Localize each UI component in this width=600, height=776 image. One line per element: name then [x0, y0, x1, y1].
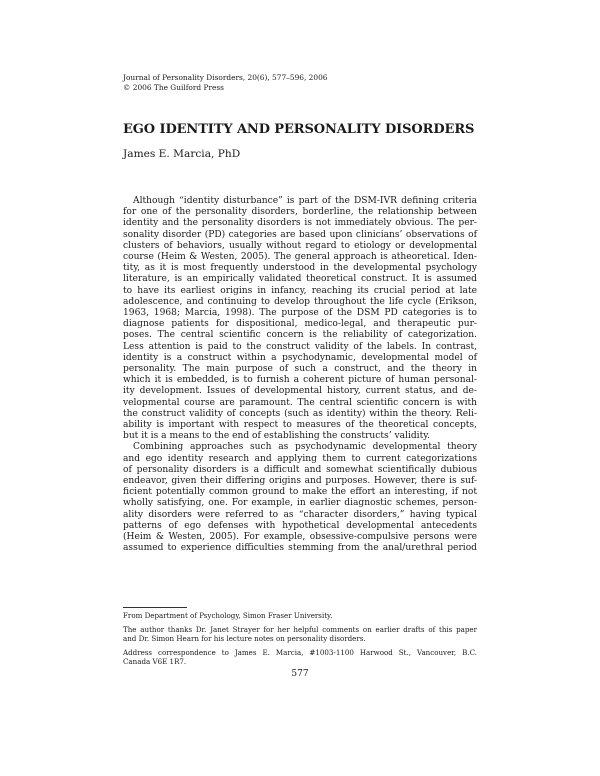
body-line: Less attention is paid to the construct validity of the labels. In contrast, — [123, 341, 477, 352]
body-line: ability is important with respect to measures of the theoretical concepts, — [123, 420, 477, 431]
body-line: assumed to experience difficulties stemming from the anal/urethral period — [123, 543, 477, 554]
body-line: which it is embedded, is to furnish a coherent picture of human personal- — [123, 375, 477, 386]
body-line: identity is a construct within a psychodynamic, developmental model of — [123, 352, 477, 363]
body-line: Although “identity disturbance” is part of the DSM-IVR defining criteria — [133, 196, 477, 206]
copyright-notice: © 2006 The Guilford Press — [123, 83, 224, 92]
body-line: literature, is an empirically validated theoretical construct. It is assumed — [123, 274, 477, 285]
author-name: James E. Marcia, PhD — [123, 148, 241, 160]
body-line: adolescence, and continuing to develop throughout the life cycle (Erikson, — [123, 296, 477, 307]
body-line: to have its earliest origins in infancy, reaching its crucial period at late — [123, 285, 477, 296]
body-line: of personality disorders is a difficult and somewhat scientifically dubious — [123, 464, 477, 475]
journal-citation: Journal of Personality Disorders, 20(6), 577–596, 2006 — [123, 73, 328, 82]
body-line: course (Heim & Westen, 2005). The general approach is atheoretical. Iden- — [123, 252, 477, 263]
footnote-thanks — [123, 625, 477, 643]
footnote-rule — [123, 607, 187, 608]
footnote-affiliation — [123, 611, 477, 620]
body-line: and ego identity research and applying them to current categorizations — [123, 453, 477, 464]
body-line: clusters of behaviors, usually without regard to etiology or developmental — [123, 240, 477, 251]
journal-header — [123, 73, 327, 93]
footnote-line: and Dr. Simon Hearn for his lecture notes on personality disorders. — [123, 634, 366, 643]
footnote-line: The author thanks Dr. Janet Strayer for her helpful comments on earlier drafts of this paper — [123, 625, 477, 634]
body-line: ficient potentially common ground to make the effort an interesting, if not — [123, 487, 477, 498]
body-line: sonality disorder (PD) categories are based upon clinicians’ observations of — [123, 229, 477, 240]
footnote-line: From Department of Psychology, Simon Fraser University. — [123, 611, 333, 620]
body-line: identity and the personality disorders is not immediately obvious. The per- — [123, 218, 477, 229]
footnote-line: Canada V6E 1R7. — [123, 657, 187, 666]
body-line: (Heim & Westen, 2005). For example, obsessive-compulsive persons were — [123, 532, 477, 543]
footnote-line: Address correspondence to James E. Marcia, #1003-1100 Harwood St., Vancouver, B.C. — [123, 648, 477, 657]
body-line: ality disorders were referred to as “character disorders,” having typical — [123, 509, 477, 520]
article-title: EGO IDENTITY AND PERSONALITY DISORDERS — [123, 122, 475, 137]
body-line: diagnose patients for dispositional, medico-legal, and therapeutic pur- — [123, 319, 477, 330]
body-line: personality. The main purpose of such a construct, and the theory in — [123, 364, 477, 375]
body-line: poses. The central scientific concern is the reliability of categorization. — [123, 330, 477, 341]
article-body — [123, 196, 477, 555]
body-line: for one of the personality disorders, borderline, the relationship between — [123, 207, 477, 218]
body-line: Combining approaches such as psychodynamic developmental theory — [133, 442, 477, 453]
body-line: wholly satisfying, one. For example, in earlier diagnostic schemes, person- — [123, 498, 477, 509]
body-line: the construct validity of concepts (such as identity) within the theory. Reli- — [123, 408, 477, 419]
body-line: 1963, 1968; Marcia, 1998). The purpose of the DSM PD categories is to — [123, 308, 477, 319]
body-line: but it is a means to the end of establishing the constructs’ validity. — [123, 431, 431, 442]
body-line: endeavor, given their differing origins and purposes. However, there is suf- — [123, 476, 477, 487]
body-line: patterns of ego defenses with hypothetical developmental antecedents — [123, 520, 477, 531]
body-line: ity development. Issues of developmental history, current status, and de- — [123, 386, 477, 397]
body-line: velopmental course are paramount. The central scientific concern is with — [123, 397, 477, 408]
body-line: tity, as it is most frequently understood in the developmental psychology — [123, 263, 477, 274]
page-number: 577 — [291, 669, 309, 679]
footnote-address — [123, 648, 477, 666]
